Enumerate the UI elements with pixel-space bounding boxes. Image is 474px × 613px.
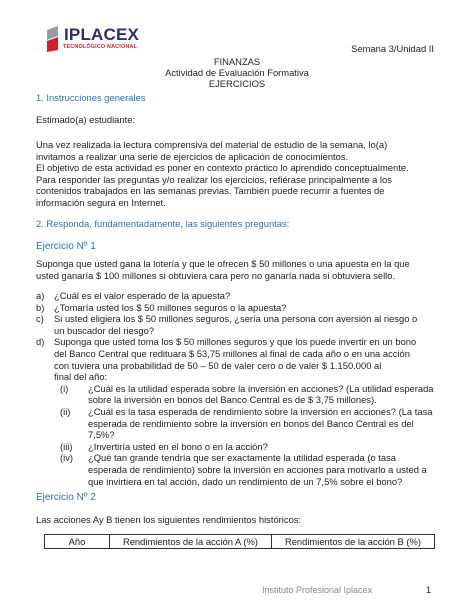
intro-line: contenidos trabajados en las semanas previas. También puede recurrir a fuentes de <box>36 185 385 197</box>
subquestion-iv <box>36 452 446 487</box>
logo-subtitle: TECNOLÓGICO NACIONAL <box>63 44 138 50</box>
activity-title: Actividad de Evaluación Formativa <box>165 67 309 78</box>
exercise-1-title: Ejercicio Nº 1 <box>36 241 96 252</box>
header-returns-b: Rendimientos de la acción B (%) <box>271 535 434 549</box>
exercise-1-questions <box>36 290 446 487</box>
question-text: un buscador del riesgo? <box>54 324 155 336</box>
intro-paragraph <box>36 139 436 209</box>
intro-line: Para responder las preguntas y/o realizar los ejercicios, refiérase principalmente a los <box>36 173 392 185</box>
kind-title: EJERCICIOS <box>208 78 266 89</box>
subquestion-text: ¿Cuál es la tasa esperada de rendimiento sobre la inversión en acciones? (La tasa <box>88 405 433 417</box>
exercise-2-statement: Las acciones Ay B tienen los siguientes rendimientos históricos: <box>36 514 302 525</box>
week-unit-label: Semana 3/Unidad II <box>351 43 434 54</box>
page-number: 1 <box>426 585 432 595</box>
subquestion-label: (ii) <box>60 405 71 417</box>
question-d <box>36 336 446 382</box>
subquestion-text: sobre la inversión en bonos del Banco Central es de $ 3,75 millones). <box>88 394 377 406</box>
intro-line: información segura en Internet. <box>36 196 166 208</box>
subquestion-text: esperada de rendimiento sobre la inversión en bonos del Banco Central es del <box>88 417 414 429</box>
header-returns-a: Rendimientos de la acción A (%) <box>110 535 272 549</box>
intro-line: Una vez realizada la lectura comprensiva del material de estudio de la semana, lo(a) <box>36 139 388 150</box>
subject-title: FINANZAS <box>213 56 261 67</box>
table-header-row <box>45 535 435 549</box>
subquestion-label: (i) <box>60 382 69 394</box>
question-text: ¿Tomaría usted los $ 50 millones seguros o la apuesta? <box>54 301 287 313</box>
exercise-1-statement <box>36 258 410 281</box>
subquestion-text: 7,5%? <box>88 429 115 441</box>
subquestion-i <box>36 383 446 406</box>
subquestion-label: (iv) <box>60 452 74 464</box>
subquestion-label: (iii) <box>60 440 73 452</box>
question-text: con tuviera una probabilidad de 50 – 50 de valer cero o de valer $ 1.150.000 al <box>54 359 382 371</box>
question-text: final del año: <box>54 371 108 383</box>
intro-line: El objetivo de esta actividad es poner en contexto práctico lo aprendido conceptualmente. <box>36 162 409 174</box>
subquestion-text: ¿Invertiría usted en el bono o en la acción? <box>88 440 268 452</box>
iplacex-logo-mark-icon <box>44 26 64 52</box>
question-text: del Banco Central que redituara $ 53,75 millones al final de cada año o en una acción <box>54 347 410 359</box>
greeting: Estimado(a) estudiante: <box>36 114 136 125</box>
subquestion-text: ¿Qué tan grande tendría que ser exactamente la utilidad esperada (o tasa <box>88 452 397 464</box>
intro-line: invitamos a realizar una serie de ejercicios de aplicación de conocimientos. <box>36 150 349 162</box>
statement-line: Suponga que usted gana la lotería y que le ofrecen $ 50 millones o una apuesta en la que <box>36 258 410 269</box>
subquestion-text: esperada de rendimiento) sobre la inversión en acciones para motivarlo a usted a <box>88 463 427 475</box>
logo-name: IPLACEX <box>64 25 140 44</box>
exercise-2-title: Ejercicio Nº 2 <box>36 492 96 503</box>
question-label: b) <box>36 301 45 313</box>
question-text: Suponga que usted toma los $ 50 millones seguros y que los puede invertir en un bono <box>54 336 417 348</box>
question-label: a) <box>36 290 45 301</box>
question-text: Si usted eligiera los $ 50 millones seguros, ¿sería una persona con aversión al riesgo o <box>54 313 418 325</box>
header-year: Año <box>45 535 110 549</box>
section-2-heading: 2. Responda, fundamentadamente, las siguientes preguntas: <box>36 218 290 229</box>
question-c <box>36 313 446 336</box>
returns-table <box>44 534 435 549</box>
question-a <box>36 290 446 302</box>
question-label: d) <box>36 336 45 348</box>
section-1-heading: 1. Instrucciones generales <box>36 92 146 103</box>
subquestion-ii <box>36 406 446 441</box>
question-text: ¿Cuál es el valor esperado de la apuesta? <box>54 290 231 301</box>
footer-institution: Instituto Profesional Iplacex <box>262 585 373 595</box>
subquestion-text: que invirtiera en tal acción, dado un rendimiento de un 7,5% sobre el bono? <box>88 475 403 487</box>
statement-line: usted ganaría $ 100 millones si obtuviera cara pero no ganaría nada si obtuviera sello. <box>36 269 396 281</box>
subquestion-text: ¿Cuál es la utilidad esperada sobre la inversión en acciones? (La utilidad esperada <box>88 382 434 394</box>
question-b <box>36 302 446 314</box>
question-label: c) <box>36 313 44 325</box>
subquestion-iii <box>36 441 446 453</box>
